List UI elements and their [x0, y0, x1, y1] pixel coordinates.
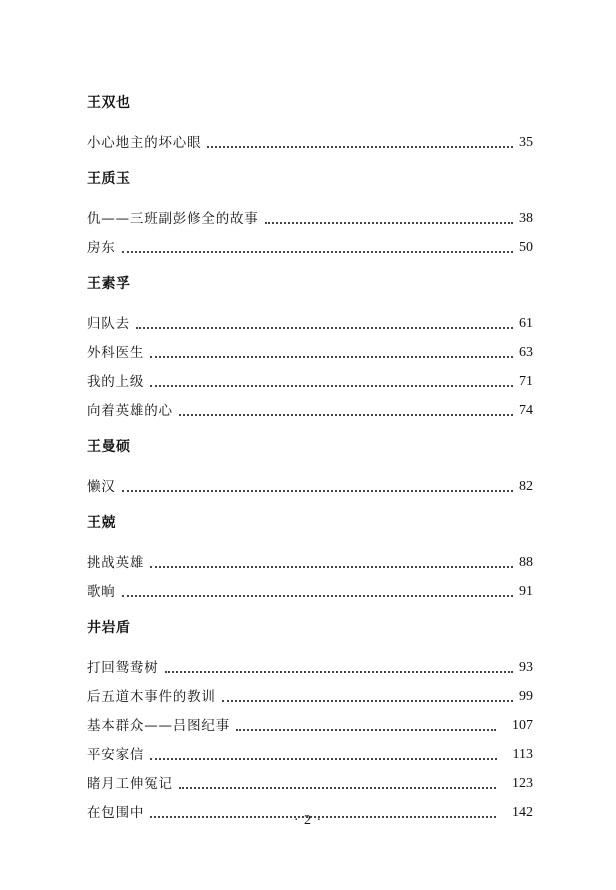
toc-section [87, 514, 533, 601]
toc-section [87, 438, 533, 496]
entry-page-number: 88 [519, 555, 533, 570]
dot-leader [222, 700, 513, 702]
dot-leader [122, 251, 513, 253]
author-heading: 王双也 [87, 95, 131, 111]
dot-leader [179, 414, 513, 416]
entry-page-number: 38 [519, 211, 533, 226]
author-heading: 王素孚 [87, 276, 131, 292]
entry-page-number: 91 [519, 584, 533, 599]
entry-page-number: 50 [519, 240, 533, 255]
entry-page-number: 107 [512, 718, 533, 733]
toc-entry [87, 677, 533, 706]
entry-page-number: 123 [512, 776, 533, 791]
author-heading: 王曼硕 [87, 439, 131, 455]
author-heading: 王质玉 [87, 171, 131, 187]
entry-title: 归队去 [87, 316, 130, 332]
dot-leader [150, 566, 513, 568]
toc-entry [87, 333, 533, 362]
toc-entry [87, 123, 533, 152]
toc-entry [87, 391, 533, 420]
page-number-footer: · 2 · [293, 813, 323, 828]
entry-page-number: 71 [519, 374, 533, 389]
entry-title: 在包围中 [87, 805, 145, 821]
entry-title: 我的上级 [87, 374, 145, 390]
toc-section [87, 170, 533, 257]
toc-section [87, 619, 533, 822]
toc-entry [87, 572, 533, 601]
entry-title: 打回鸳鸯树 [87, 660, 159, 676]
dot-leader [179, 787, 496, 789]
toc-entry [87, 543, 533, 572]
entry-page-number: 113 [512, 747, 533, 762]
entry-page-number: 35 [519, 135, 533, 150]
toc-entry [87, 706, 533, 735]
toc-entry [87, 304, 533, 333]
author-heading: 井岩盾 [87, 620, 131, 636]
entry-title: 歌晌 [87, 584, 116, 600]
entry-page-number: 99 [519, 689, 533, 704]
dot-leader [122, 490, 513, 492]
dot-leader [165, 671, 514, 673]
entry-title: 向着英雄的心 [87, 403, 173, 419]
dot-leader [265, 222, 513, 224]
dot-leader [150, 356, 513, 358]
entry-page-number: 74 [519, 403, 533, 418]
toc-section [87, 275, 533, 420]
entry-title: 小心地主的坏心眼 [87, 135, 202, 151]
entry-title: 睹月工伸冤记 [87, 776, 173, 792]
dot-leader [236, 729, 496, 731]
toc-entry [87, 764, 533, 793]
toc-section [87, 94, 533, 152]
entry-page-number: 63 [519, 345, 533, 360]
toc-entry [87, 735, 533, 764]
entry-page-number: 93 [519, 660, 533, 675]
toc-entry [87, 648, 533, 677]
entry-page-number: 142 [512, 805, 533, 820]
entry-title: 挑战英雄 [87, 555, 145, 571]
dot-leader [150, 758, 496, 760]
table-of-contents [87, 94, 533, 840]
entry-title: 仇——三班副彭修全的故事 [87, 211, 259, 227]
entry-title: 基本群众——吕图纪事 [87, 718, 230, 734]
entry-page-number: 82 [519, 479, 533, 494]
entry-title: 平安家信 [87, 747, 145, 763]
dot-leader [122, 595, 513, 597]
entry-title: 后五道木事件的教训 [87, 689, 216, 705]
entry-title: 懒汉 [87, 479, 116, 495]
toc-entry [87, 199, 533, 228]
entry-title: 房东 [87, 240, 116, 256]
dot-leader [150, 385, 513, 387]
author-heading: 王兢 [87, 515, 116, 531]
entry-title: 外科医生 [87, 345, 145, 361]
toc-entry [87, 228, 533, 257]
entry-page-number: 61 [519, 316, 533, 331]
dot-leader [136, 327, 513, 329]
dot-leader [207, 146, 513, 148]
toc-entry [87, 362, 533, 391]
toc-entry [87, 467, 533, 496]
